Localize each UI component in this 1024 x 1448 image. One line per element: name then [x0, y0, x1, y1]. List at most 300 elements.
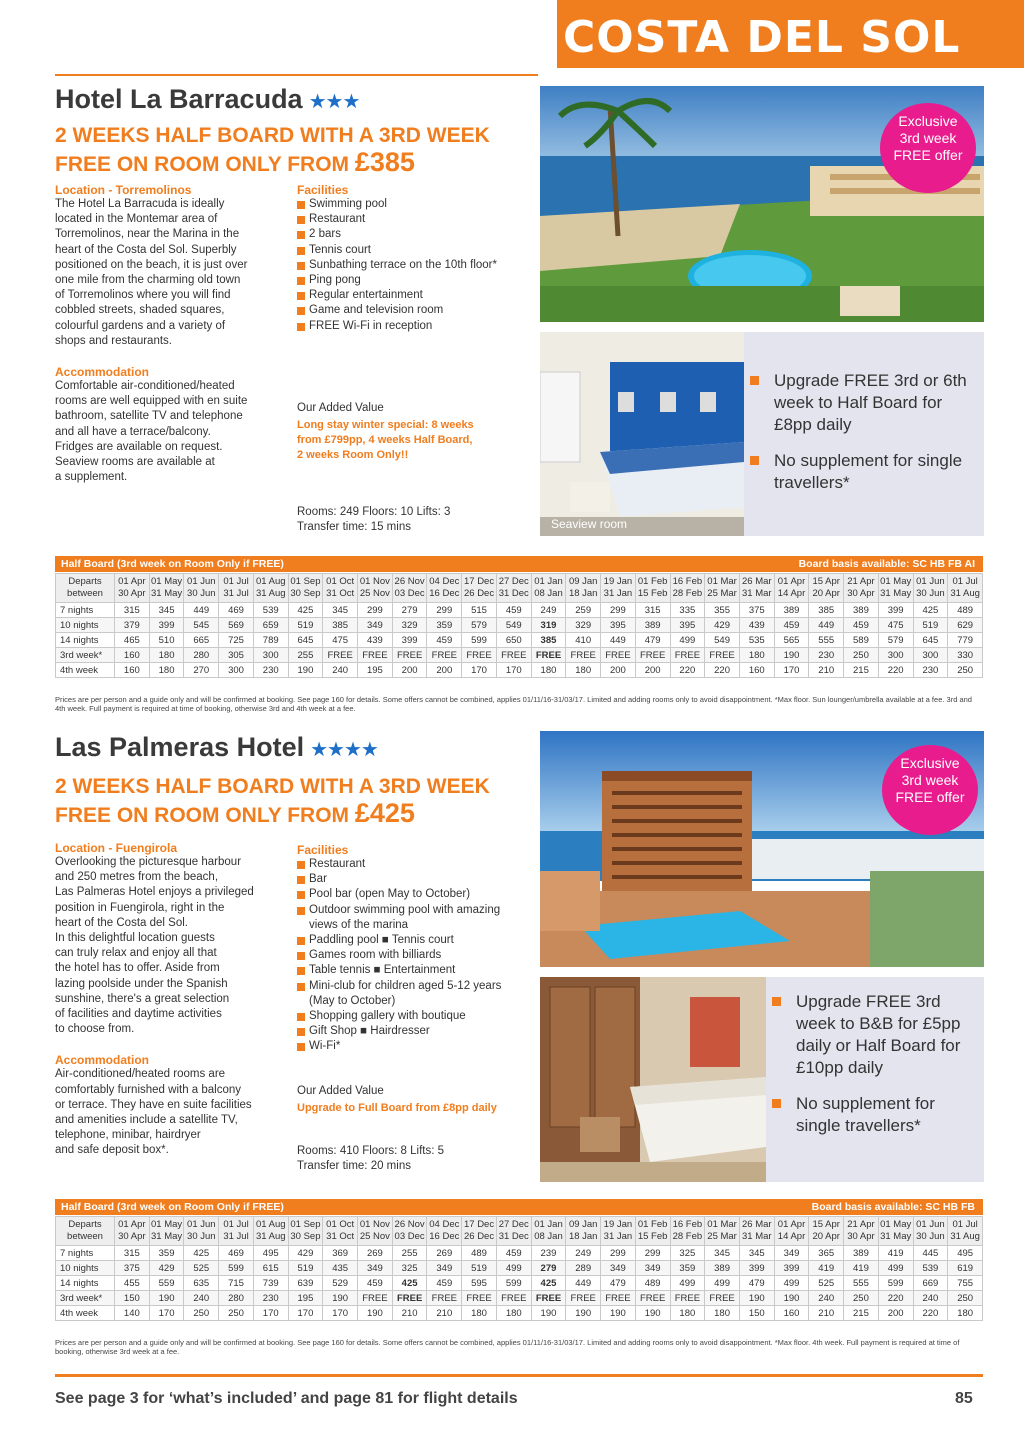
price-cell: 599: [878, 1276, 913, 1291]
price-cell: 230: [253, 1291, 288, 1306]
facility-item: Ping pong: [297, 273, 529, 288]
price-cell: 455: [115, 1276, 150, 1291]
price-cell: 395: [670, 618, 705, 633]
hotel-1-room-photo: [540, 332, 744, 536]
date-to: 31 Oct: [326, 588, 355, 599]
hotel-1-table-header: [55, 556, 983, 572]
price-cell: 419: [844, 1261, 879, 1276]
price-cell: 659: [253, 618, 288, 633]
price-cell: 449: [566, 1276, 601, 1291]
date-to: 30 Apr: [118, 588, 146, 599]
price-cell: 619: [948, 1261, 983, 1276]
price-cell: 200: [392, 663, 427, 678]
date-from: 01 Mar: [707, 576, 737, 587]
facility-item: Games room with billiards: [297, 948, 529, 963]
price-cell: 300: [913, 648, 948, 663]
price-cell: 519: [288, 618, 323, 633]
table-corner-label: [56, 1217, 115, 1246]
date-range-cell: [462, 574, 497, 603]
facility-item: Wi-Fi*: [297, 1039, 529, 1054]
facilities-title: Facilities: [297, 843, 349, 857]
price-cell: 715: [219, 1276, 254, 1291]
price-cell: 255: [392, 1246, 427, 1261]
hotel-1-name: Hotel La Barracuda: [55, 84, 303, 114]
price-cell: 180: [670, 1306, 705, 1321]
price-cell: 355: [705, 603, 740, 618]
hotel-1-title: [55, 84, 359, 115]
price-cell: 230: [809, 648, 844, 663]
date-from: 09 Jan: [568, 1219, 598, 1230]
price-cell: 479: [601, 1276, 636, 1291]
date-range-cell: [358, 574, 393, 603]
price-cell: 200: [427, 663, 462, 678]
promo-item: No supplement for single travellers*: [744, 450, 974, 494]
badge-line-3: FREE offer: [893, 147, 963, 163]
date-range-cell: [774, 574, 809, 603]
price-cell: 190: [635, 1306, 670, 1321]
date-to: 20 Apr: [812, 588, 840, 599]
date-range-cell: [288, 574, 323, 603]
price-cell: 549: [496, 618, 531, 633]
offer-line-2: [55, 800, 535, 829]
price-cell: 539: [253, 603, 288, 618]
price-cell: 389: [844, 603, 879, 618]
price-cell: 280: [219, 1291, 254, 1306]
price-cell: 200: [878, 1306, 913, 1321]
duration-label: 10 nights: [56, 618, 115, 633]
facility-item: Paddling pool ■ Tennis court: [297, 933, 529, 948]
table-row: [56, 618, 983, 633]
date-to: 31 Aug: [255, 588, 286, 599]
price-cell: 465: [115, 633, 150, 648]
price-cell: FREE: [601, 1291, 636, 1306]
price-cell: 399: [774, 1261, 809, 1276]
date-from: 01 Feb: [637, 1219, 668, 1230]
price-cell: 220: [913, 1306, 948, 1321]
date-to: 31 May: [880, 1231, 912, 1242]
date-to: 31 May: [151, 1231, 183, 1242]
price-cell: 499: [705, 1276, 740, 1291]
price-cell: FREE: [670, 648, 705, 663]
duration-label: 3rd week*: [56, 1291, 115, 1306]
facility-item: Regular entertainment: [297, 288, 529, 303]
price-cell: 250: [184, 1306, 219, 1321]
date-from: 01 May: [880, 1219, 912, 1230]
price-cell: 499: [496, 1261, 531, 1276]
price-cell: 325: [392, 1261, 427, 1276]
price-cell: 459: [496, 1246, 531, 1261]
date-to: 31 Aug: [950, 588, 980, 599]
price-cell: 255: [288, 648, 323, 663]
price-cell: 349: [635, 1261, 670, 1276]
price-cell: 160: [774, 1306, 809, 1321]
date-from: 01 Jul: [223, 576, 249, 587]
date-from: 01 Jan: [534, 1219, 563, 1230]
board-basis: Board basis available: SC HB FB AI: [798, 558, 975, 570]
facility-item: FREE Wi-Fi in reception: [297, 319, 529, 334]
date-from: 26 Nov: [394, 576, 425, 587]
price-cell: 499: [878, 1261, 913, 1276]
added-value-text: Long stay winter special: 8 weeks from £799pp, 4 weeks Half Board, 2 weeks Room Only!!: [297, 419, 474, 461]
price-cell: 495: [948, 1246, 983, 1261]
price-cell: 150: [115, 1291, 150, 1306]
date-from: 01 Nov: [359, 576, 390, 587]
hotel-1-added-value: [297, 402, 529, 463]
date-from: 17 Dec: [463, 576, 495, 587]
date-range-cell: [427, 574, 462, 603]
price-cell: FREE: [462, 648, 497, 663]
price-cell: 170: [149, 1306, 184, 1321]
date-from: 27 Dec: [498, 576, 529, 587]
hotel-1-rooms-info: Rooms: 249 Floors: 10 Lifts: 3 Transfer time: 15 mins: [297, 506, 451, 533]
price-cell: 479: [739, 1276, 774, 1291]
date-to: 31 Mar: [742, 588, 772, 599]
facilities-list: [297, 857, 529, 1055]
location-text: Overlooking the picturesque harbour and 250 metres from the beach, Las Palmeras Hotel enjoys a privileged position in Fuengirola, right in the heart of the Costa del Sol. In this delightful location guests can truly relax and enjoy all that the hotel has to offer. Aside from lazing poolside under the Spanish sunshine, there's a great selection of facilities and daytime activities to choose from.: [55, 856, 254, 1036]
price-cell: 299: [601, 1246, 636, 1261]
price-cell: 419: [809, 1261, 844, 1276]
price-cell: 629: [948, 618, 983, 633]
price-cell: 565: [774, 633, 809, 648]
promo-item: Upgrade FREE 3rd or 6th week to Half Board for £8pp daily: [744, 370, 974, 436]
date-to: 31 Dec: [498, 588, 529, 599]
date-range-cell: [948, 1217, 983, 1246]
date-range-cell: [635, 574, 670, 603]
price-cell: 599: [496, 1276, 531, 1291]
facility-item: Tennis court: [297, 243, 529, 258]
hotel-2-rooms-info: Rooms: 410 Floors: 8 Lifts: 5 Transfer time: 20 mins: [297, 1145, 445, 1172]
price-cell: 329: [566, 618, 601, 633]
price-cell: 429: [149, 1261, 184, 1276]
date-range-cell: [288, 1217, 323, 1246]
price-cell: 170: [323, 1306, 358, 1321]
date-from: 17 Dec: [463, 1219, 495, 1230]
date-to: 16 Dec: [429, 588, 460, 599]
price-cell: 569: [219, 618, 254, 633]
price-cell: 170: [462, 663, 497, 678]
price-cell: 180: [149, 648, 184, 663]
price-cell: 639: [288, 1276, 323, 1291]
price-cell: 669: [913, 1276, 948, 1291]
hotel-2-promo-list: [766, 991, 974, 1137]
price-cell: 180: [705, 1306, 740, 1321]
date-range-cell: [566, 574, 601, 603]
price-cell: 475: [878, 618, 913, 633]
date-from: 01 Sep: [290, 1219, 321, 1230]
price-cell: 240: [184, 1291, 219, 1306]
price-cell: FREE: [462, 1291, 497, 1306]
price-cell: 259: [566, 603, 601, 618]
price-cell: 445: [913, 1246, 948, 1261]
price-cell: 359: [149, 1246, 184, 1261]
date-range-cell: [739, 574, 774, 603]
price-cell: 549: [705, 633, 740, 648]
hotel-2-promo-box: [766, 977, 984, 1182]
date-range-cell: [670, 1217, 705, 1246]
hotel-1-promo-box: [744, 332, 984, 536]
price-cell: 180: [531, 663, 566, 678]
price-cell: 375: [115, 1261, 150, 1276]
table-row: [56, 1291, 983, 1306]
facility-item: Table tennis ■ Entertainment: [297, 963, 529, 978]
date-from: 01 Sep: [290, 576, 321, 587]
price-cell: FREE: [670, 1291, 705, 1306]
date-range-cell: [462, 1217, 497, 1246]
date-to: 30 Jun: [187, 1231, 216, 1242]
date-from: 01 Jun: [187, 576, 216, 587]
date-range-cell: [531, 1217, 566, 1246]
price-cell: 250: [844, 648, 879, 663]
price-cell: 305: [219, 648, 254, 663]
price-cell: 429: [288, 1246, 323, 1261]
date-to: 31 Jul: [223, 588, 249, 599]
duration-label: 10 nights: [56, 1261, 115, 1276]
facility-item: Outdoor swimming pool with amazing views of the marina: [297, 903, 529, 933]
price-cell: 725: [219, 633, 254, 648]
facilities-title: Facilities: [297, 183, 349, 197]
price-cell: 190: [774, 648, 809, 663]
price-cell: 300: [253, 648, 288, 663]
date-range-cell: [601, 1217, 636, 1246]
table-row: [56, 603, 983, 618]
facility-item: Swimming pool: [297, 197, 529, 212]
date-from: 01 May: [151, 1219, 183, 1230]
date-range-cell: [913, 1217, 948, 1246]
offer-line-1: 2 WEEKS HALF BOARD WITH A 3RD WEEK: [55, 124, 490, 147]
date-range-cell: [496, 1217, 531, 1246]
price-cell: 559: [149, 1276, 184, 1291]
promo-item: Upgrade FREE 3rd week to B&B for £5pp daily or Half Board for £10pp daily: [766, 991, 974, 1079]
price-cell: FREE: [635, 648, 670, 663]
date-to: 08 Jan: [534, 588, 563, 599]
date-to: 31 Mar: [742, 1231, 772, 1242]
price-cell: 349: [358, 618, 393, 633]
price-cell: 479: [635, 633, 670, 648]
price-cell: 215: [844, 663, 879, 678]
date-to: 03 Dec: [394, 588, 425, 599]
date-to: 15 Feb: [637, 588, 668, 599]
price-cell: 190: [601, 1306, 636, 1321]
hotel-1-promo-list: [744, 370, 974, 494]
date-from: 01 Oct: [326, 576, 355, 587]
price-cell: FREE: [496, 648, 531, 663]
facility-item: Shopping gallery with boutique: [297, 1009, 529, 1024]
price-cell: 385: [323, 618, 358, 633]
date-range-cell: [948, 574, 983, 603]
price-cell: 495: [253, 1246, 288, 1261]
price-cell: 195: [358, 663, 393, 678]
price-cell: 399: [392, 633, 427, 648]
table-date-row: [56, 1217, 983, 1246]
price-cell: 190: [358, 1306, 393, 1321]
date-range-cell: [323, 1217, 358, 1246]
date-range-cell: [496, 574, 531, 603]
date-from: 01 Apr: [777, 1219, 806, 1230]
price-cell: 469: [219, 603, 254, 618]
price-cell: 539: [913, 1261, 948, 1276]
price-cell: 220: [670, 663, 705, 678]
date-from: 26 Nov: [394, 1219, 425, 1230]
table-row: [56, 663, 983, 678]
date-from: 16 Feb: [672, 576, 703, 587]
table-row: [56, 648, 983, 663]
date-to: 31 Jul: [223, 1231, 249, 1242]
price-cell: 220: [705, 663, 740, 678]
price-cell: 359: [427, 618, 462, 633]
date-to: 26 Dec: [463, 588, 495, 599]
price-cell: 210: [809, 1306, 844, 1321]
price-cell: 469: [219, 1246, 254, 1261]
price-cell: 220: [878, 663, 913, 678]
price-cell: 349: [774, 1246, 809, 1261]
price-cell: 489: [462, 1246, 497, 1261]
date-to: 30 Apr: [847, 1231, 875, 1242]
date-to: 31 Aug: [255, 1231, 286, 1242]
date-range-cell: [913, 574, 948, 603]
price-cell: 385: [809, 603, 844, 618]
price-cell: 359: [670, 1261, 705, 1276]
location-title: Location - Fuengirola: [55, 841, 177, 855]
price-cell: 299: [601, 603, 636, 618]
hotel-2-table-header: [55, 1199, 983, 1215]
price-cell: 240: [809, 1291, 844, 1306]
table-row: [56, 1276, 983, 1291]
date-to: 08 Jan: [534, 1231, 563, 1242]
date-range-cell: [253, 574, 288, 603]
date-range-cell: [184, 574, 219, 603]
date-from: 01 Oct: [326, 1219, 355, 1230]
price-cell: 330: [948, 648, 983, 663]
facilities-list: [297, 197, 529, 334]
price-cell: 425: [288, 603, 323, 618]
hotel-1-price-table: [55, 573, 983, 678]
price-cell: 555: [844, 1276, 879, 1291]
facility-item: Bar: [297, 872, 529, 887]
price-cell: 220: [878, 1291, 913, 1306]
hotel-2-added-value: [297, 1085, 529, 1116]
price-cell: 230: [253, 663, 288, 678]
price-cell: FREE: [427, 1291, 462, 1306]
date-from: 15 Apr: [812, 1219, 840, 1230]
date-range-cell: [809, 1217, 844, 1246]
price-cell: 240: [323, 663, 358, 678]
date-from: 01 Aug: [255, 1219, 286, 1230]
price-cell: FREE: [531, 1291, 566, 1306]
price-cell: FREE: [531, 648, 566, 663]
date-to: 30 Jun: [916, 1231, 945, 1242]
price-cell: 459: [427, 633, 462, 648]
hotel-2-name: Las Palmeras Hotel: [55, 732, 305, 762]
price-cell: 300: [878, 648, 913, 663]
date-from: 01 Mar: [707, 1219, 737, 1230]
date-range-cell: [878, 574, 913, 603]
price-cell: 345: [323, 603, 358, 618]
price-cell: 525: [184, 1261, 219, 1276]
hotel-1-left-column: [55, 183, 287, 485]
date-from: 01 Jul: [952, 1219, 978, 1230]
price-cell: 170: [288, 1306, 323, 1321]
hotel-1-offer-badge: [880, 103, 976, 193]
price-cell: 755: [948, 1276, 983, 1291]
date-to: 14 Apr: [777, 1231, 806, 1242]
price-cell: 599: [219, 1261, 254, 1276]
badge-line-1: Exclusive: [900, 755, 960, 771]
price-cell: 519: [288, 1261, 323, 1276]
date-range-cell: [253, 1217, 288, 1246]
facility-item: Gift Shop ■ Hairdresser: [297, 1024, 529, 1039]
price-cell: 279: [531, 1261, 566, 1276]
date-from: 01 Apr: [777, 576, 806, 587]
price-cell: 270: [184, 663, 219, 678]
hotel-2-facilities: [297, 843, 529, 1055]
price-cell: 200: [635, 663, 670, 678]
table-row: [56, 1306, 983, 1321]
price-cell: 190: [149, 1291, 184, 1306]
price-cell: 230: [913, 663, 948, 678]
date-to: 16 Dec: [429, 1231, 460, 1242]
date-range-cell: [323, 574, 358, 603]
hotel-1-facilities: [297, 183, 529, 334]
facility-item: 2 bars: [297, 227, 529, 242]
price-cell: 535: [739, 633, 774, 648]
price-cell: 459: [427, 1276, 462, 1291]
date-to: 18 Jan: [568, 1231, 598, 1242]
table-title: Half Board (3rd week on Room Only if FREE): [61, 1201, 284, 1213]
facility-item: Sunbathing terrace on the 10th floor*: [297, 258, 529, 273]
price-cell: 475: [323, 633, 358, 648]
date-from: 01 Apr: [118, 1219, 146, 1230]
date-to: 25 Mar: [707, 1231, 737, 1242]
price-cell: 299: [358, 603, 393, 618]
date-range-cell: [844, 1217, 879, 1246]
price-cell: 595: [462, 1276, 497, 1291]
hotel-2-offer: [55, 773, 535, 829]
date-range-cell: [219, 574, 254, 603]
price-cell: 349: [358, 1261, 393, 1276]
table-title: Half Board (3rd week on Room Only if FREE): [61, 558, 284, 570]
price-cell: 329: [392, 618, 427, 633]
price-cell: 215: [844, 1306, 879, 1321]
price-cell: 279: [392, 603, 427, 618]
date-to: 03 Dec: [394, 1231, 425, 1242]
hotel-1-photo-caption: Seaview room: [551, 517, 628, 531]
price-cell: 519: [913, 618, 948, 633]
facility-item: Mini-club for children aged 5-12 years (May to October): [297, 979, 529, 1009]
region-title: COSTA DEL SOL: [563, 12, 961, 63]
date-range-cell: [392, 1217, 427, 1246]
price-cell: 459: [774, 618, 809, 633]
date-range-cell: [739, 1217, 774, 1246]
date-from: 01 Apr: [118, 576, 146, 587]
date-to: 25 Mar: [707, 588, 737, 599]
date-range-cell: [809, 574, 844, 603]
accommodation-title: Accommodation: [55, 365, 150, 380]
hotel-2-table-note: Prices are per person and a guide only and will be confirmed at booking. See page 160 for details. Some offers cannot be combined, applies 01/11/16-31/03/17. Limited and adding rooms only to avoid disappointment. *Max floor. 4th week. Full payment is required at time of booking, otherwise 3rd week at a fee.: [55, 1338, 960, 1356]
date-from: 09 Jan: [568, 576, 598, 587]
date-range-cell: [531, 574, 566, 603]
price-cell: 425: [392, 1276, 427, 1291]
price-cell: 439: [358, 633, 393, 648]
board-basis: Board basis available: SC HB FB: [811, 1201, 975, 1213]
price-cell: 190: [531, 1306, 566, 1321]
price-cell: 635: [184, 1276, 219, 1291]
price-cell: 299: [635, 1246, 670, 1261]
date-from: 01 Jun: [916, 1219, 945, 1230]
date-from: 26 Mar: [742, 1219, 772, 1230]
price-cell: 160: [115, 648, 150, 663]
price-cell: 190: [774, 1291, 809, 1306]
price-cell: 190: [323, 1291, 358, 1306]
